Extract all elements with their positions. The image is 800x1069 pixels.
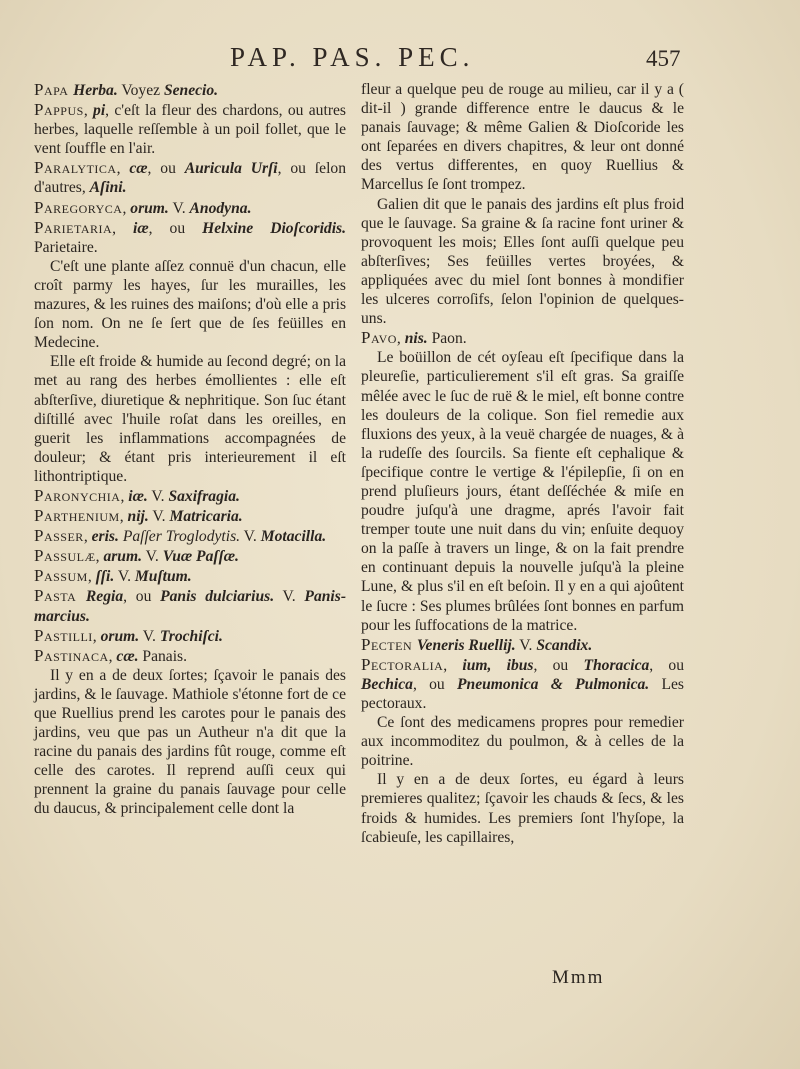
entry-headword: Paralytica — [34, 158, 117, 178]
entry-italic: arum. — [103, 548, 143, 566]
entry-headword: Papa — [34, 80, 74, 99]
entry-headword: Pavo — [361, 328, 397, 348]
entry-paragraph: Le boüillon de cét oyſeau eſt ſpecifique dans la pleureſie, particulierement s'il eſt gras. Sa graiſſe mêlée avec le ſuc de ruë & le miel, eſt bonne contre les douleurs de la colique. Son fiel remedie aux fluxions des yeux, à la veuë chargée de nuages, & à la rudeſſe des ſourcils. Sa fiente eſt cephalique & ſpecifique contre le vertige & l'épilepſie, ſi on en prend pluſieurs jours, étant deſſéchée & miſe en poudre juſqu'à une dragme, aprés l'avoir fait tremper toute une nuit dans du vin; enſuite dequoy on la paſſe à travers un linge, & on la fait prendre en continuant depuis la nouvelle juſqu'à la pleine Lune, & plus s'il en eſt beſoin. Il y en a qui ajoûtent le ſucre : Ses plumes brûlées ſont bonnes en parfum pour les ſuffocations de la matrice. — [361, 349, 684, 634]
dictionary-entry — [34, 646, 346, 666]
entry-text: , — [83, 102, 94, 120]
entry-headword: Pappus — [34, 100, 84, 120]
dictionary-entry — [361, 328, 684, 348]
running-head: PAP. PAS. PEC. — [230, 42, 475, 72]
entry-italic: Scandix. — [536, 636, 593, 654]
entry-italic: orum. — [100, 627, 140, 645]
entry-text: , ou — [533, 656, 584, 674]
entry-headword: Pastinaca — [34, 645, 109, 665]
page-header — [0, 42, 800, 78]
entry-text: , — [83, 528, 92, 546]
entry-headword: Parthenium — [34, 506, 120, 526]
entry-text: V. — [139, 627, 160, 645]
entry-headword: Pasta — [34, 586, 86, 606]
entry-italic: Matricaria. — [169, 508, 243, 526]
entry-paragraph: Ce ſont des medicamens propres pour remedier aux incommoditez du poulmon, & à celles de la poitrine. — [361, 714, 684, 770]
entry-headword: Passer — [34, 526, 84, 546]
catchword: Mmm — [552, 967, 605, 988]
entry-text: , — [87, 568, 96, 586]
entry-text: , ou — [148, 219, 203, 237]
entry-italic: eris. — [91, 528, 119, 546]
dictionary-entry — [34, 198, 346, 218]
entry-headword: Pecten — [361, 634, 417, 654]
entry-text: , ou — [412, 675, 457, 693]
entry-text: Les pectoraux. — [361, 675, 685, 712]
entry-headword: Pastilli — [34, 625, 93, 645]
dictionary-entry — [361, 655, 684, 713]
dictionary-entry — [34, 158, 346, 197]
entry-text: , ou ſelon d'autres, — [34, 160, 346, 197]
entry-italic: cæ — [129, 160, 148, 178]
entry-italic: Aſini. — [89, 179, 127, 197]
entry-text: , — [95, 548, 104, 566]
entry-italic: nij. — [127, 508, 149, 526]
entry-text — [538, 676, 550, 693]
entry-italic: ium, ibus — [462, 656, 534, 674]
page-number: 457 — [646, 46, 681, 71]
entry-italic: orum. — [130, 199, 169, 217]
entry-text: Panais. — [138, 647, 188, 665]
entry-italic: Thoracica — [583, 656, 650, 674]
entry-italic: Bechica — [361, 675, 413, 693]
entry-italic: Paſſer Troglodytis. — [122, 528, 241, 546]
continued-paragraph: fleur a quelque peu de rouge au milieu, car il y a ( dit-il ) grande difference entre le daucus & le panais ſauvage; & même Galien & Dioſcoride les ont ſeparées en divers chapitres, & leur ont donné des vertus differentes, en quoy Ruellius & Marcellus ſe ſont trompez. — [361, 81, 684, 194]
entry-text: , — [92, 627, 101, 645]
entry-paragraph: Elle eſt froide & humide au ſecond degré; on la met au rang des herbes émollientes : elle eſt abſterſive, diuretique & nephritique. Son ſuc étant diſtillé avec l'huile roſat dans les oreilles, en guerit les inflammations accompagnées de douleur; & étant pris interieurement il eſt lithontriptique. — [34, 353, 346, 485]
entry-italic: cæ. — [116, 647, 139, 665]
entry-italic: Senecio. — [163, 82, 219, 99]
entry-headword: Paregoryca — [34, 197, 123, 217]
entry-text: V. — [147, 487, 169, 505]
entry-text: V. — [274, 588, 305, 606]
entry-italic: Panis dulciarius. — [160, 588, 275, 606]
entry-italic: & Pulmonica. — [550, 675, 650, 693]
entry-text: , — [120, 487, 129, 505]
entry-text: , ou — [649, 656, 685, 674]
entry-italic: iæ — [133, 219, 149, 237]
entry-text: V. — [240, 528, 261, 546]
entry-text: , — [122, 199, 131, 217]
entry-italic: Vuæ Paſſæ. — [162, 548, 239, 566]
entry-italic: Panis-marcius. — [34, 588, 347, 625]
entry-paragraph: C'eſt une plante aſſez connuë d'un chacun, elle croît parmy les hayes, ſur les murailles, les mazures, & les ruines des maiſons; d'où elle a pris ſon nom. On ne ſe ſert que de ſes feüilles en Medecine. — [34, 257, 347, 352]
entry-italic: Pneumonica — [457, 675, 539, 693]
entry-text: Parietaire. — [34, 238, 98, 256]
entry-italic: Motacilla. — [260, 528, 327, 546]
entry-headword: Passulæ — [34, 546, 96, 566]
dictionary-entry — [34, 566, 346, 586]
entry-paragraph: Il y en a de deux ſortes; ſçavoir le panais des jardins, & le ſauvage. Mathiole s'étonne fort de ce que Ruellius prend les carotes pour le panais des jardins, veu que pas un Autheur n'a dit que la racine du panais des jardins fût rouge, comme eſt celle des carotes. Il reprend auſſi ceux qui prennent la graine du panais ſauvage pour celle du daucus, & principalement celle dont la — [34, 666, 346, 818]
entry-headword: Parietaria — [34, 217, 113, 237]
entry-text: , — [396, 330, 405, 348]
entry-headword: Paronychia — [34, 485, 121, 505]
entry-text: , — [443, 656, 463, 674]
entry-text: V. — [114, 568, 135, 586]
dictionary-entry — [34, 506, 346, 526]
dictionary-entry — [34, 546, 346, 566]
entry-italic: Herba. — [73, 82, 118, 99]
dictionary-entry — [34, 80, 346, 100]
entry-italic: Saxifragia. — [168, 487, 240, 505]
entry-paragraph: Il y en a de deux ſortes, eu égard à leurs premieres qualitez; ſçavoir les chauds & ſecs, & les froids & humides. Les premiers ſont l'hyſope, la ſcabieuſe, les capillaires, — [361, 771, 684, 846]
entry-text: , ou — [123, 588, 161, 606]
entry-italic: iæ. — [128, 487, 148, 505]
dictionary-entry — [34, 218, 346, 257]
entry-text: Paon. — [427, 330, 467, 348]
dictionary-entry — [361, 635, 684, 655]
dictionary-entry — [34, 586, 346, 625]
entry-italic: ſſi. — [95, 568, 115, 586]
entry-italic: Trochiſci. — [159, 627, 223, 645]
right-column — [361, 80, 684, 847]
entry-text: V. — [148, 508, 170, 526]
entry-text: , c'eſt la fleur des chardons, ou autres herbes, laquelle reſſemble à un poil follet, que le vent ſouffle en l'air. — [34, 102, 346, 158]
dictionary-entry — [34, 486, 346, 506]
dictionary-entry — [34, 100, 346, 158]
entry-italic: Anodyna. — [189, 199, 252, 217]
entry-italic: Helxine Dioſcoridis. — [202, 219, 346, 237]
entry-text: , — [108, 647, 117, 665]
dictionary-entry — [34, 626, 346, 646]
entry-text: V. — [168, 199, 190, 217]
entry-text: V. — [515, 636, 537, 654]
entry-italic: Regia — [85, 588, 124, 606]
left-column — [34, 80, 346, 819]
entry-italic: nis. — [404, 330, 428, 348]
entry-italic: Auricula Urſi — [184, 160, 278, 178]
entry-italic: Muſtum. — [134, 568, 192, 586]
entry-headword: Pectoralia — [361, 654, 444, 674]
entry-paragraph: Galien dit que le panais des jardins eſt plus froid que le ſauvage. Sa graine & ſa racine font uriner & provoquent les mois; Elles ſont auſſi quelque peu abſterſives; Ses feüilles vertes broyées, & appliquées avec du miel ſont bonnes à mondifier les ulceres corroſifs, ſelon l'opinion de quelques-uns. — [361, 195, 684, 328]
entry-italic: pi — [93, 102, 106, 120]
entry-text: , — [112, 219, 134, 237]
entry-text: , — [116, 160, 130, 178]
entry-italic: Veneris Ruellij. — [416, 636, 516, 654]
entry-headword: Passum — [34, 566, 88, 586]
entry-text: , — [119, 508, 128, 526]
dictionary-entry — [34, 526, 346, 546]
entry-text: , ou — [147, 160, 185, 178]
entry-text: V. — [142, 548, 163, 566]
entry-text: Voyez — [117, 82, 164, 99]
